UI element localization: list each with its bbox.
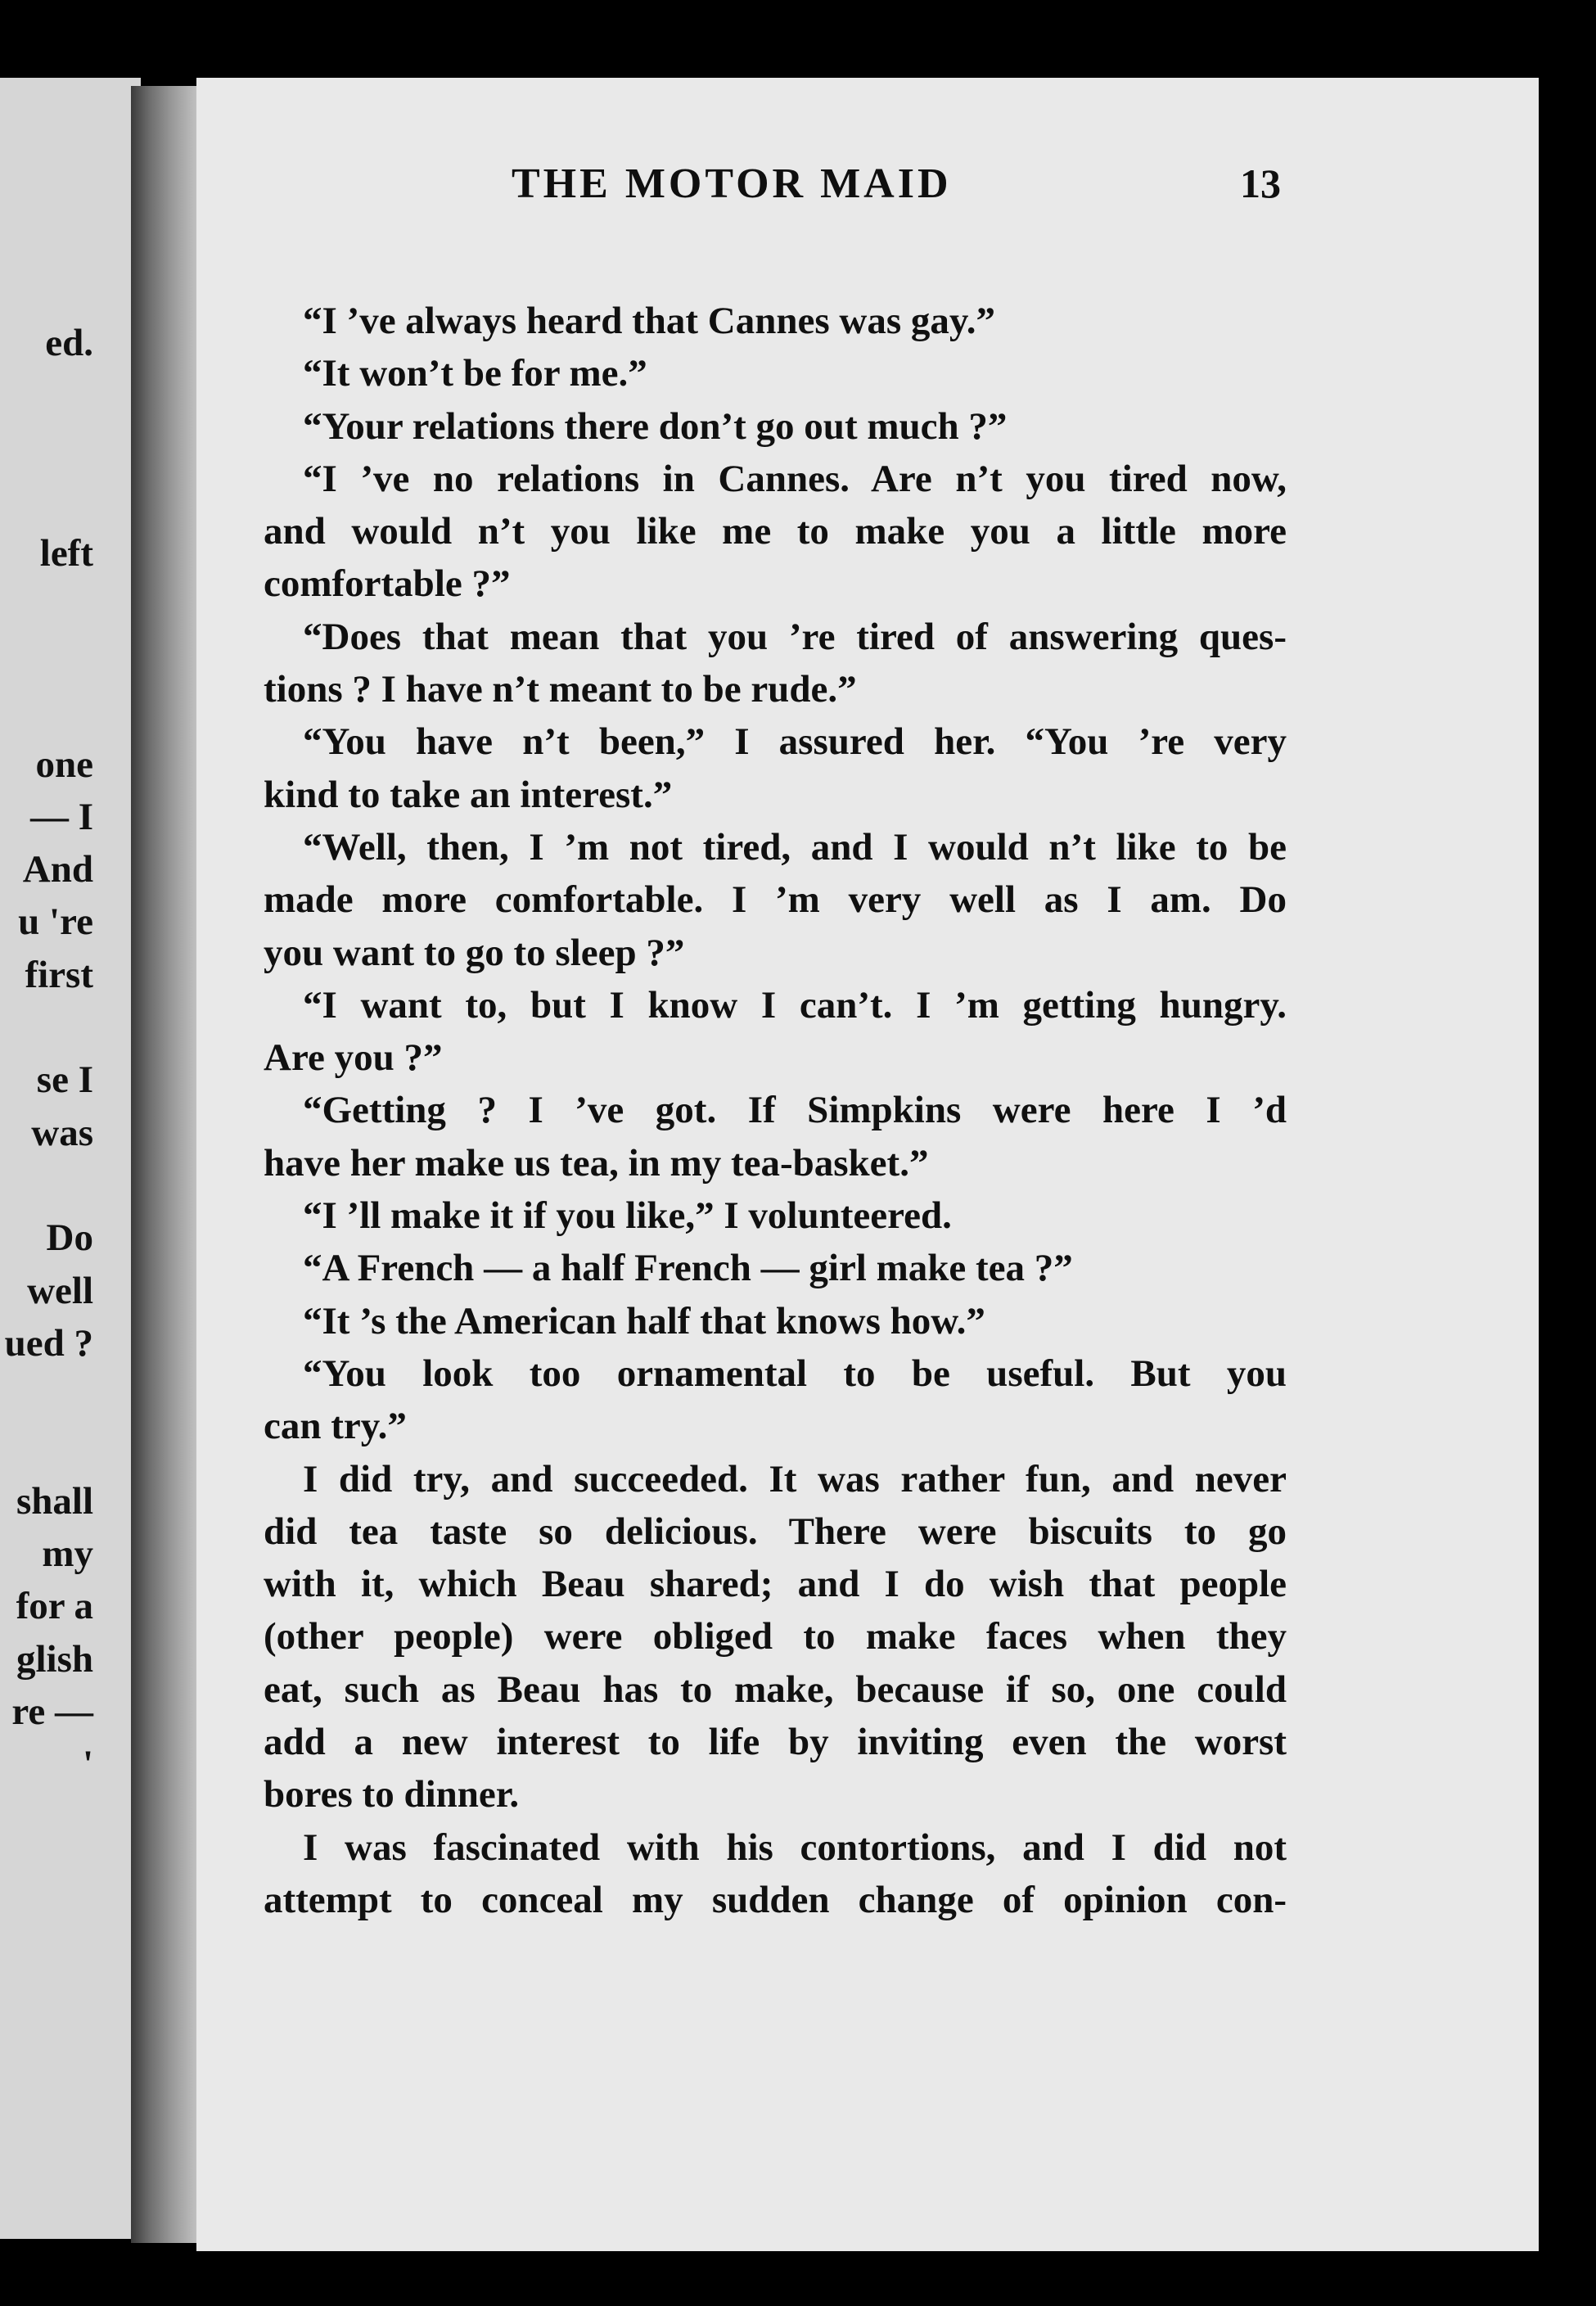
text-line: Are you ?” bbox=[264, 1036, 443, 1080]
text-line: “I ’ve no relations in Cannes. Are n’t you tired now, bbox=[303, 457, 1287, 500]
text-line: tions ? I have n’t meant to be rude.” bbox=[264, 668, 857, 711]
text-line: made more comfortable. I ’m very well as I am. Do bbox=[264, 878, 1287, 922]
facing-page-text: my bbox=[42, 1532, 93, 1576]
facing-page-text: well bbox=[27, 1269, 93, 1312]
page-number: 13 bbox=[1240, 160, 1281, 206]
text-line: “A French — a half French — girl make tea ?” bbox=[303, 1247, 1073, 1290]
facing-page-text: u 're bbox=[18, 900, 93, 944]
text-line: “Your relations there don’t go out much ?” bbox=[303, 404, 1008, 448]
facing-page-text: Do bbox=[46, 1216, 93, 1260]
text-line: eat, such as Beau has to make, because if so, one could bbox=[264, 1667, 1287, 1711]
facing-page-text: — I bbox=[29, 795, 93, 838]
text-line: “I want to, but I know I can’t. I ’m getting hungry. bbox=[303, 983, 1287, 1027]
facing-page-text: And bbox=[22, 848, 93, 891]
body-text bbox=[264, 295, 1287, 1926]
facing-page-text: ed. bbox=[45, 322, 93, 365]
text-line: “I ’ll make it if you like,” I volunteered. bbox=[303, 1194, 952, 1238]
book-gutter-shadow bbox=[131, 86, 206, 2243]
text-line: have her make us tea, in my tea-basket.” bbox=[264, 1141, 929, 1185]
text-line: comfortable ?” bbox=[264, 562, 511, 606]
facing-page-text: se I bbox=[36, 1058, 93, 1102]
text-line: and would n’t you like me to make you a little more bbox=[264, 510, 1287, 553]
text-line: “Does that mean that you ’re tired of answering ques- bbox=[303, 615, 1287, 658]
text-line: I was fascinated with his contortions, and I did not bbox=[303, 1825, 1287, 1869]
facing-page-text: one bbox=[35, 742, 93, 786]
text-line: “Getting ? I ’ve got. If Simpkins were here I ’d bbox=[303, 1089, 1287, 1132]
facing-page-fragment bbox=[0, 78, 141, 2239]
text-line: “You have n’t been,” I assured her. “You ’re very bbox=[303, 720, 1287, 764]
facing-page-text: glish bbox=[16, 1637, 93, 1681]
facing-page-text: was bbox=[31, 1111, 93, 1154]
text-line: did tea taste so delicious. There were biscuits to go bbox=[264, 1510, 1287, 1553]
text-line: bores to dinner. bbox=[264, 1773, 520, 1816]
text-line: add a new interest to life by inviting even the worst bbox=[264, 1721, 1287, 1764]
facing-page-text: ued ? bbox=[4, 1321, 93, 1365]
text-line: “It ’s the American half that knows how.” bbox=[303, 1299, 985, 1343]
facing-page-text: for a bbox=[16, 1585, 93, 1628]
text-line: I did try, and succeeded. It was rather fun, and never bbox=[303, 1457, 1287, 1500]
facing-page-text: re — bbox=[11, 1690, 93, 1733]
facing-page-text: left bbox=[39, 532, 93, 575]
text-line: “Well, then, I ’m not tired, and I would n’t like to be bbox=[303, 825, 1287, 869]
text-line: “It won’t be for me.” bbox=[303, 352, 647, 395]
text-line: (other people) were obliged to make faces when they bbox=[264, 1615, 1287, 1658]
text-line: “You look too ornamental to be useful. But you bbox=[303, 1352, 1287, 1395]
facing-page-text: first bbox=[25, 953, 93, 996]
text-line: kind to take an interest.” bbox=[264, 773, 673, 816]
text-line: attempt to conceal my sudden change of opinion con- bbox=[264, 1878, 1287, 1921]
text-line: with it, which Beau shared; and I do wish that people bbox=[264, 1563, 1287, 1606]
text-line: “I ’ve always heard that Cannes was gay.” bbox=[303, 300, 996, 342]
facing-page-text: shall bbox=[16, 1479, 93, 1523]
running-head: THE MOTOR MAID bbox=[512, 160, 952, 207]
text-line: you want to go to sleep ?” bbox=[264, 931, 685, 974]
facing-page-text: ' bbox=[82, 1743, 93, 1786]
text-line: can try.” bbox=[264, 1405, 407, 1448]
